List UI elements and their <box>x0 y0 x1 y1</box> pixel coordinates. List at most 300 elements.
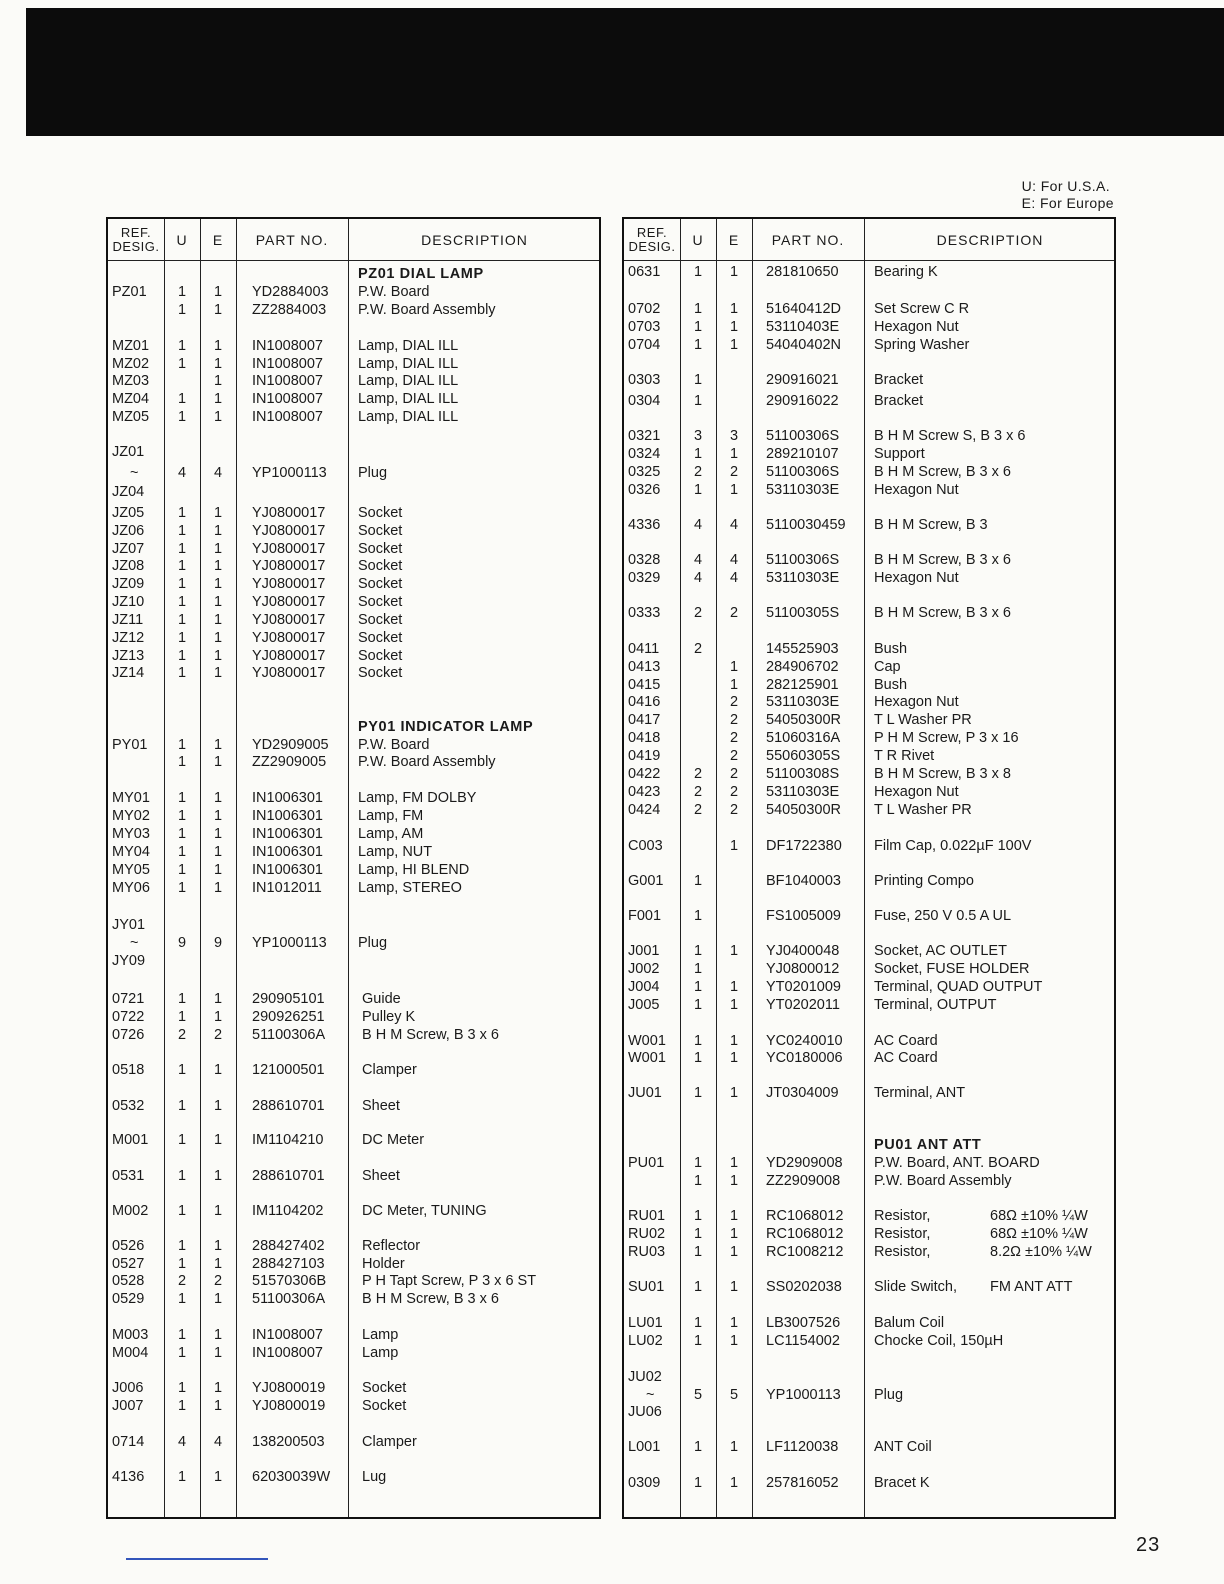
e-qty-cell: 9 <box>213 935 223 951</box>
table-row <box>624 1207 1114 1225</box>
e-qty-cell: 1 <box>729 1050 739 1066</box>
u-qty-cell: 1 <box>177 1345 187 1361</box>
part-no-cell: 5110030459 <box>766 517 846 533</box>
table-row <box>108 1202 599 1220</box>
ref-desig-cell: 0526 <box>112 1238 145 1254</box>
table-row <box>624 604 1114 622</box>
table-row <box>108 1167 599 1185</box>
description-cell: B H M Screw, B 3 x 6 <box>362 1027 499 1043</box>
part-no-cell: IN1008007 <box>252 373 323 389</box>
ref-desig-cell: RU01 <box>628 1208 666 1224</box>
table-row <box>624 300 1114 318</box>
e-qty-cell: 1 <box>213 1345 223 1361</box>
ref-desig-cell: MY01 <box>112 790 150 806</box>
u-qty-cell: 1 <box>693 319 703 335</box>
ref-desig-cell: JU02 <box>628 1369 662 1385</box>
header-ref <box>624 219 680 260</box>
description-cell: Terminal, QUAD OUTPUT <box>874 979 1043 995</box>
table-row <box>108 265 599 283</box>
ref-desig-cell: 0325 <box>628 464 661 480</box>
header-divider <box>624 260 1114 261</box>
table-row <box>624 1438 1114 1456</box>
part-no-cell: YJ0800017 <box>252 612 326 628</box>
header-divider <box>108 260 599 261</box>
table-row <box>624 1136 1114 1154</box>
ref-desig-cell: 0422 <box>628 766 661 782</box>
part-no-cell: YD2909005 <box>252 737 329 753</box>
part-no-cell: LF1120038 <box>766 1439 839 1455</box>
description-cell: Terminal, OUTPUT <box>874 997 997 1013</box>
e-qty-cell: 1 <box>213 302 223 318</box>
description-cell: Slide Switch, <box>874 1279 958 1295</box>
u-qty-cell: 1 <box>177 826 187 842</box>
table-row <box>624 1314 1114 1332</box>
header-ref-lines <box>112 226 159 254</box>
table-row <box>108 372 599 390</box>
e-qty-cell: 1 <box>213 1291 223 1307</box>
table-row <box>624 1154 1114 1172</box>
ref-desig-cell: J007 <box>112 1398 144 1414</box>
u-qty-cell: 1 <box>693 482 703 498</box>
u-qty-cell: 1 <box>693 1315 703 1331</box>
u-qty-cell: 1 <box>177 1009 187 1025</box>
header-ref-ref_line1: REF. <box>636 224 668 240</box>
table-row <box>108 390 599 408</box>
ref-desig-cell: 0324 <box>628 446 661 462</box>
e-qty-cell: 1 <box>213 523 223 539</box>
ref-desig-cell: M003 <box>112 1327 149 1343</box>
e-qty-cell: 1 <box>729 1033 739 1049</box>
u-qty-cell: 1 <box>693 997 703 1013</box>
table-row <box>108 1433 599 1451</box>
e-qty-cell: 2 <box>729 694 739 710</box>
e-qty-cell: 2 <box>213 1027 223 1043</box>
table-row <box>108 1097 599 1115</box>
e-qty-cell: 1 <box>213 391 223 407</box>
description-cell: P H Tapt Screw, P 3 x 6 ST <box>362 1273 537 1289</box>
u-qty-cell: 1 <box>693 264 703 280</box>
u-qty-cell: 1 <box>693 1244 703 1260</box>
description-cell: Plug <box>874 1387 904 1403</box>
description-cell: ANT Coil <box>874 1439 932 1455</box>
table-row <box>624 551 1114 569</box>
description-cell: Socket <box>358 505 403 521</box>
ref-desig-cell: 0702 <box>628 301 661 317</box>
part-no-cell: 53110303E <box>766 784 840 800</box>
table-row <box>108 1237 599 1255</box>
u-qty-cell: 1 <box>177 1327 187 1343</box>
ref-desig-cell: MZ04 <box>112 391 150 407</box>
u-qty-cell: 1 <box>177 1203 187 1219</box>
ref-desig-cell: 0321 <box>628 428 661 444</box>
u-qty-cell: 1 <box>177 558 187 574</box>
description-spec-cell: FM ANT ATT <box>990 1279 1073 1295</box>
ref-desig-cell: MZ05 <box>112 409 150 425</box>
header-ref <box>108 219 164 260</box>
part-no-cell: YP1000113 <box>766 1387 841 1403</box>
description-cell: Hexagon Nut <box>874 694 959 710</box>
ref-desig-cell: RU02 <box>628 1226 666 1242</box>
part-no-cell: 53110303E <box>766 482 840 498</box>
table-row <box>108 443 599 461</box>
u-qty-cell: 1 <box>177 505 187 521</box>
part-no-cell: IN1008007 <box>252 338 323 354</box>
description-cell: P.W. Board Assembly <box>874 1173 1012 1189</box>
part-no-cell: IN1006301 <box>252 790 323 806</box>
table-row <box>624 1084 1114 1102</box>
ref-desig-cell: JZ13 <box>112 648 145 664</box>
ref-desig-cell: PY01 <box>112 737 148 753</box>
table-row <box>108 1397 599 1415</box>
ref-desig-cell: 0413 <box>628 659 661 675</box>
e-qty-cell: 2 <box>729 730 739 746</box>
description-cell: Support <box>874 446 925 462</box>
e-qty-cell: 1 <box>729 1173 739 1189</box>
u-qty-cell: 2 <box>693 464 703 480</box>
e-qty-cell: 1 <box>213 630 223 646</box>
e-qty-cell: 2 <box>729 712 739 728</box>
part-no-cell: 51100308S <box>766 766 840 782</box>
description-cell: Lamp, FM <box>358 808 424 824</box>
u-qty-cell: 1 <box>177 1168 187 1184</box>
u-qty-cell: 1 <box>693 1208 703 1224</box>
e-qty-cell: 1 <box>213 284 223 300</box>
description-cell: Lamp, DIAL ILL <box>358 409 459 425</box>
part-no-cell: 288427402 <box>252 1238 325 1254</box>
table-row <box>624 481 1114 499</box>
ref-desig-cell: 0704 <box>628 337 661 353</box>
ref-desig-cell: 0416 <box>628 694 661 710</box>
description-cell: Socket <box>358 523 403 539</box>
u-qty-cell: 1 <box>177 391 187 407</box>
e-qty-cell: 1 <box>729 997 739 1013</box>
u-qty-cell: 3 <box>693 428 703 444</box>
table-row <box>108 611 599 629</box>
table-row <box>108 408 599 426</box>
ref-desig-cell: JZ04 <box>112 484 145 500</box>
header-ref-lines <box>628 226 675 254</box>
u-qty-cell: 1 <box>177 338 187 354</box>
description-cell: Lamp <box>362 1345 399 1361</box>
part-no-cell: RC1008212 <box>766 1244 844 1260</box>
u-qty-cell: 1 <box>177 302 187 318</box>
e-qty-cell: 1 <box>213 612 223 628</box>
e-qty-cell: 1 <box>213 754 223 770</box>
table-row <box>624 693 1114 711</box>
ref-desig-cell: J006 <box>112 1380 144 1396</box>
table-row <box>624 978 1114 996</box>
u-qty-cell: 1 <box>693 1050 703 1066</box>
ref-desig-cell: M004 <box>112 1345 149 1361</box>
ref-desig-cell: JU01 <box>628 1085 662 1101</box>
table-row <box>624 1386 1114 1404</box>
u-qty-cell: 1 <box>177 1380 187 1396</box>
u-qty-cell: 4 <box>693 517 703 533</box>
part-no-cell: IN1006301 <box>252 826 323 842</box>
ref-desig-cell: MY04 <box>112 844 150 860</box>
description-cell: Bearing K <box>874 264 938 280</box>
ref-desig-cell: 0424 <box>628 802 661 818</box>
part-no-cell: IN1006301 <box>252 862 323 878</box>
u-qty-cell: 1 <box>693 1226 703 1242</box>
description-cell: Lamp, NUT <box>358 844 433 860</box>
ref-desig-cell: JZ08 <box>112 558 145 574</box>
e-qty-cell: 1 <box>213 808 223 824</box>
u-qty-cell: 1 <box>177 409 187 425</box>
parts-table-left <box>106 217 601 1519</box>
part-no-cell: FS1005009 <box>766 908 841 924</box>
description-cell: P.W. Board Assembly <box>358 754 496 770</box>
ref-desig-cell: L001 <box>628 1439 661 1455</box>
e-qty-cell: 1 <box>729 482 739 498</box>
description-cell: Socket <box>358 594 403 610</box>
table-row <box>624 837 1114 855</box>
header-ref-ref_line1: REF. <box>120 224 152 240</box>
table-row <box>624 1032 1114 1050</box>
description-cell: Chocke Coil, 150µH <box>874 1333 1004 1349</box>
table-row <box>108 301 599 319</box>
ref-desig-cell: 4136 <box>112 1469 145 1485</box>
table-row <box>108 843 599 861</box>
part-no-cell: 290905101 <box>252 991 325 1007</box>
e-qty-cell: 1 <box>213 665 223 681</box>
description-cell: T R Rivet <box>874 748 935 764</box>
e-qty-cell: 1 <box>213 1238 223 1254</box>
e-qty-cell: 5 <box>729 1387 739 1403</box>
part-no-cell: 51100306S <box>766 464 840 480</box>
table-row <box>624 1049 1114 1067</box>
table-row <box>624 747 1114 765</box>
ref-desig-cell: J002 <box>628 961 660 977</box>
e-qty-cell: 3 <box>729 428 739 444</box>
u-qty-cell: 9 <box>177 935 187 951</box>
ref-desig-cell: JZ10 <box>112 594 145 610</box>
u-qty-cell: 4 <box>693 552 703 568</box>
e-qty-cell: 1 <box>213 505 223 521</box>
description-cell: Bracket <box>874 372 924 388</box>
part-no-cell: DF1722380 <box>766 838 842 854</box>
description-cell: Resistor, <box>874 1208 931 1224</box>
description-cell: T L Washer PR <box>874 712 972 728</box>
table-row <box>108 355 599 373</box>
part-no-cell: RC1068012 <box>766 1208 844 1224</box>
ref-desig-cell: JU06 <box>628 1404 662 1420</box>
e-qty-cell: 2 <box>729 784 739 800</box>
u-qty-cell: 1 <box>177 1062 187 1078</box>
u-qty-cell: 1 <box>693 1155 703 1171</box>
ref-desig-cell: JY01 <box>112 917 146 933</box>
ref-desig-cell: MY06 <box>112 880 150 896</box>
part-no-cell: BF1040003 <box>766 873 841 889</box>
ref-desig-cell: MY03 <box>112 826 150 842</box>
description-cell: DC Meter, TUNING <box>362 1203 487 1219</box>
u-qty-cell: 1 <box>177 594 187 610</box>
ref-desig-cell: J001 <box>628 943 660 959</box>
e-qty-cell: 1 <box>213 991 223 1007</box>
part-no-cell: YC0240010 <box>766 1033 843 1049</box>
ref-desig-cell: PZ01 <box>112 284 147 300</box>
u-qty-cell: 1 <box>177 790 187 806</box>
ref-desig-cell: ~ <box>130 465 139 481</box>
e-qty-cell: 1 <box>213 1256 223 1272</box>
e-qty-cell: 4 <box>213 1434 223 1450</box>
table-row <box>624 1332 1114 1350</box>
description-cell: Hexagon Nut <box>874 319 959 335</box>
ref-desig-cell: MZ02 <box>112 356 150 372</box>
part-no-cell: YT0201009 <box>766 979 841 995</box>
ref-desig-cell: 0328 <box>628 552 661 568</box>
u-qty-cell: 1 <box>693 943 703 959</box>
part-no-cell: 282125901 <box>766 677 839 693</box>
part-no-cell: 288427103 <box>252 1256 325 1272</box>
u-qty-cell: 1 <box>177 991 187 1007</box>
table-row <box>624 1225 1114 1243</box>
part-no-cell: ZZ2909008 <box>766 1173 841 1189</box>
e-qty-cell: 1 <box>213 576 223 592</box>
table-row <box>624 872 1114 890</box>
ref-desig-cell: ~ <box>646 1387 655 1403</box>
description-cell: Sheet <box>362 1168 400 1184</box>
ref-desig-cell: JZ01 <box>112 444 145 460</box>
ref-desig-cell: 0529 <box>112 1291 145 1307</box>
e-qty-cell: 1 <box>213 1398 223 1414</box>
description-cell: P.W. Board <box>358 284 430 300</box>
part-no-cell: YJ0800017 <box>252 665 326 681</box>
u-qty-cell: 2 <box>693 766 703 782</box>
ref-desig-cell: 0411 <box>628 641 660 657</box>
header-ref-ref_line2: DESIG. <box>112 238 160 254</box>
u-qty-cell: 1 <box>177 630 187 646</box>
ref-desig-cell: W001 <box>628 1033 666 1049</box>
u-qty-cell: 1 <box>177 523 187 539</box>
part-no-cell: 55060305S <box>766 748 841 764</box>
ref-desig-cell: 0309 <box>628 1475 661 1491</box>
u-qty-cell: 1 <box>177 880 187 896</box>
description-cell: Printing Compo <box>874 873 974 889</box>
table-row <box>624 765 1114 783</box>
u-qty-cell: 1 <box>177 1256 187 1272</box>
description-cell: P.W. Board, ANT. BOARD <box>874 1155 1040 1171</box>
table-row <box>108 934 599 952</box>
ref-desig-cell: JZ05 <box>112 505 145 521</box>
ref-desig-cell: ~ <box>130 935 139 951</box>
u-qty-cell: 1 <box>693 1279 703 1295</box>
ref-desig-cell: LU02 <box>628 1333 663 1349</box>
table-row <box>108 825 599 843</box>
u-qty-cell: 1 <box>177 1291 187 1307</box>
e-qty-cell: 1 <box>729 1226 739 1242</box>
part-no-cell: YJ0800017 <box>252 541 326 557</box>
e-qty-cell: 1 <box>213 648 223 664</box>
table-row <box>108 540 599 558</box>
table-row <box>108 990 599 1008</box>
u-qty-cell: 1 <box>177 1398 187 1414</box>
table-row <box>108 1061 599 1079</box>
ref-desig-cell: 0423 <box>628 784 661 800</box>
table-row <box>108 789 599 807</box>
part-no-cell: YJ0800017 <box>252 630 326 646</box>
description-cell: Lamp, DIAL ILL <box>358 338 459 354</box>
description-cell: Sheet <box>362 1098 400 1114</box>
table-row <box>108 593 599 611</box>
ref-desig-cell: G001 <box>628 873 664 889</box>
u-qty-cell: 4 <box>693 570 703 586</box>
description-cell: B H M Screw, B 3 <box>874 517 988 533</box>
header-ref-ref_line2: DESIG. <box>628 238 676 254</box>
e-qty-cell: 1 <box>729 1244 739 1260</box>
part-no-cell: 51060316A <box>766 730 841 746</box>
u-qty-cell: 5 <box>693 1387 703 1403</box>
e-qty-cell: 1 <box>213 790 223 806</box>
e-qty-cell: 1 <box>729 301 739 317</box>
description-cell: Fuse, 250 V 0.5 A UL <box>874 908 1012 924</box>
description-cell: AC Coard <box>874 1033 938 1049</box>
e-qty-cell: 1 <box>729 1085 739 1101</box>
e-qty-cell: 1 <box>213 1327 223 1343</box>
part-no-cell: 284906702 <box>766 659 839 675</box>
ref-desig-cell: JZ07 <box>112 541 145 557</box>
ref-desig-cell: 4336 <box>628 517 661 533</box>
table-row <box>624 1474 1114 1492</box>
part-no-cell: YD2884003 <box>252 284 329 300</box>
part-no-cell: YJ0800012 <box>766 961 840 977</box>
table-row <box>108 629 599 647</box>
header-description: DESCRIPTION <box>421 231 528 248</box>
e-qty-cell: 1 <box>213 1203 223 1219</box>
u-qty-cell: 1 <box>177 665 187 681</box>
description-cell: Clamper <box>362 1062 417 1078</box>
description-cell: Guide <box>362 991 401 1007</box>
e-qty-cell: 1 <box>213 338 223 354</box>
ref-desig-cell: 0518 <box>112 1062 145 1078</box>
table-row <box>624 729 1114 747</box>
u-qty-cell: 1 <box>693 446 703 462</box>
black-header-band <box>26 8 1224 136</box>
description-cell: Socket <box>362 1398 407 1414</box>
u-qty-cell: 1 <box>177 754 187 770</box>
page-number: 23 <box>1136 1534 1161 1556</box>
description-cell: Socket, AC OUTLET <box>874 943 1007 959</box>
description-cell: Resistor, <box>874 1244 931 1260</box>
table-row <box>624 640 1114 658</box>
table-row <box>108 861 599 879</box>
e-qty-cell: 1 <box>729 319 739 335</box>
ref-desig-cell: SU01 <box>628 1279 665 1295</box>
part-no-cell: 54050300R <box>766 802 841 818</box>
table-row <box>624 318 1114 336</box>
u-qty-cell: 4 <box>177 1434 187 1450</box>
description-cell: Balum Coil <box>874 1315 945 1331</box>
u-qty-cell: 1 <box>177 1098 187 1114</box>
part-no-cell: YJ0400048 <box>766 943 840 959</box>
table-row <box>624 907 1114 925</box>
section-title: PZ01 DIAL LAMP <box>358 266 484 282</box>
ref-desig-cell: 0527 <box>112 1256 145 1272</box>
table-row <box>624 711 1114 729</box>
u-qty-cell: 1 <box>177 356 187 372</box>
header-e: E <box>212 231 224 248</box>
table-row <box>108 1272 599 1290</box>
u-qty-cell: 2 <box>177 1027 187 1043</box>
ref-desig-cell: 0714 <box>112 1434 145 1450</box>
header-u: U <box>176 231 188 248</box>
part-no-cell: YJ0800017 <box>252 594 326 610</box>
ref-desig-cell: 0418 <box>628 730 661 746</box>
u-qty-cell: 1 <box>177 862 187 878</box>
u-qty-cell: 2 <box>693 802 703 818</box>
description-cell: Reflector <box>362 1238 421 1254</box>
e-qty-cell: 1 <box>729 1279 739 1295</box>
